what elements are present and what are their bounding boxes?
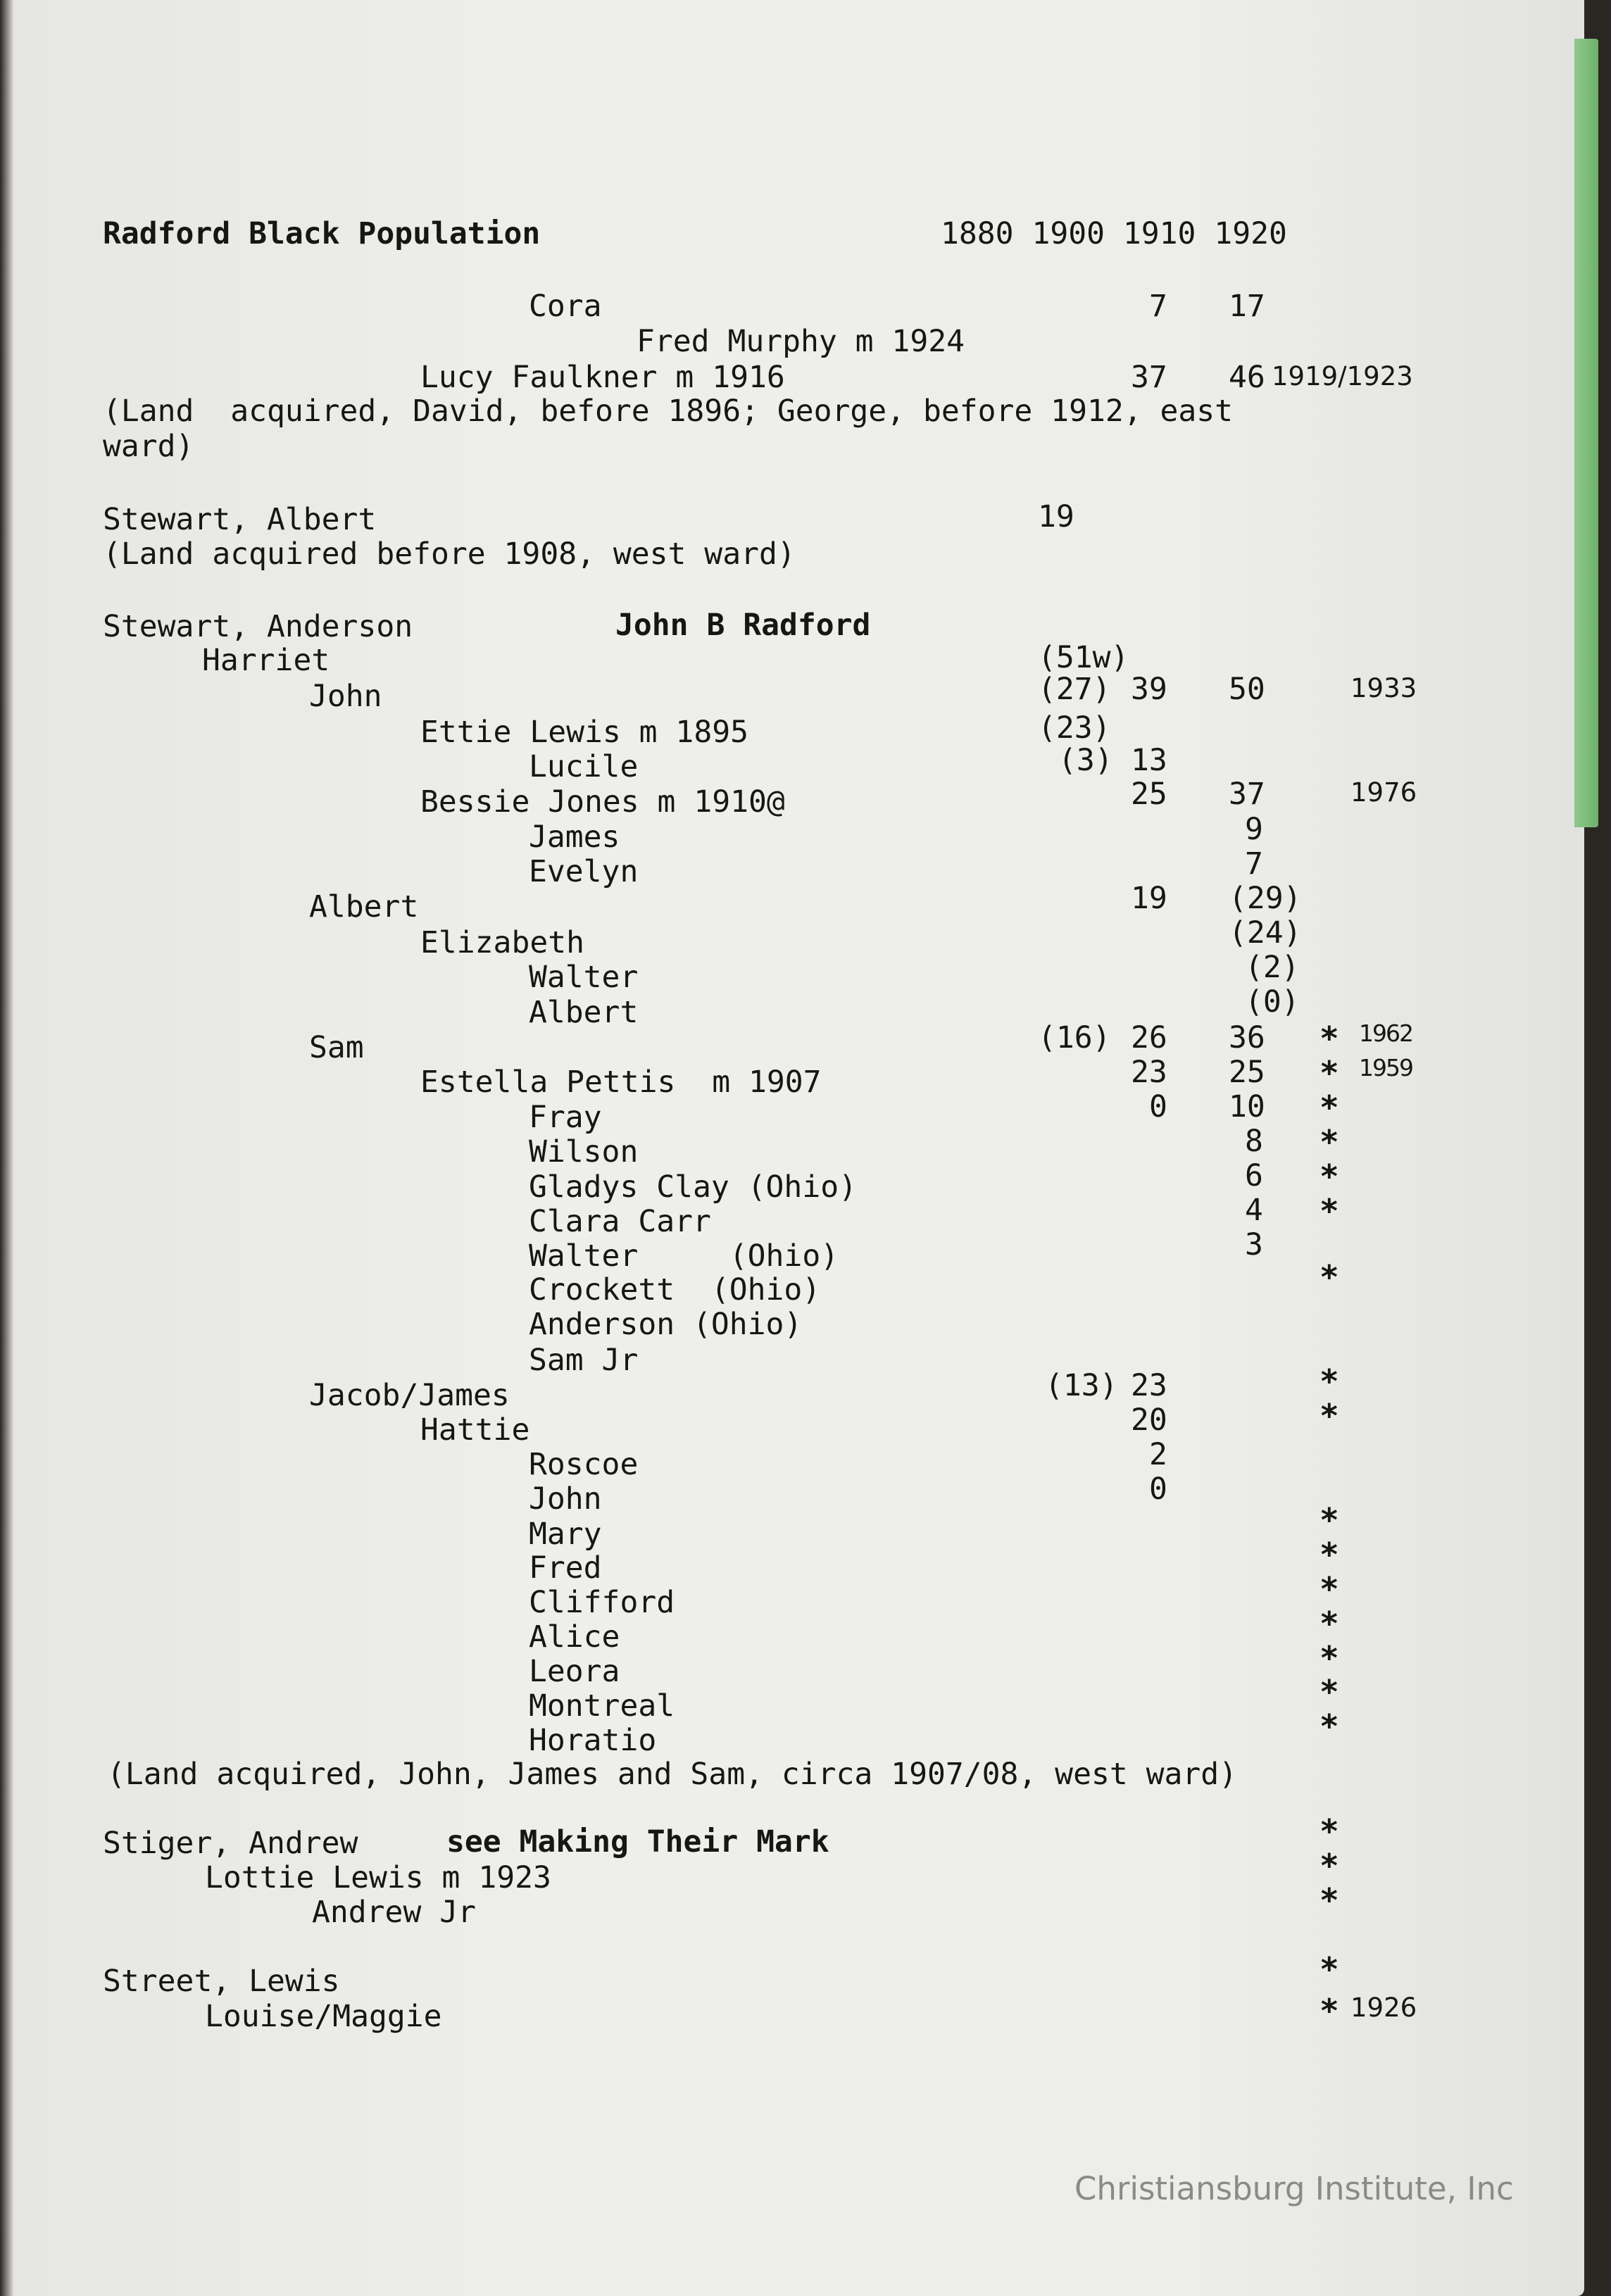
asterisk-mark: * xyxy=(1319,1605,1339,1643)
asterisk-mark: * xyxy=(1319,1992,1339,2030)
entry-fray: Fray xyxy=(529,1100,602,1135)
asterisk-mark: * xyxy=(1319,1501,1339,1539)
entry-evelyn: Evelyn xyxy=(529,854,639,889)
john-1880: (27) xyxy=(1038,672,1111,707)
elizabeth-1910: (24) xyxy=(1229,915,1302,951)
entry-ettie-lewis: Ettie Lewis m 1895 xyxy=(420,715,748,750)
estella-1910: 25 xyxy=(1229,1055,1265,1090)
entry-harriet: Harriet xyxy=(202,643,330,678)
entry-jacob-james: Jacob/James xyxy=(309,1378,510,1413)
lucile-1880: (3) xyxy=(1058,743,1113,778)
stewart-albert-1900: 19 xyxy=(1038,499,1074,534)
bessie-1910: 37 xyxy=(1229,777,1265,812)
entry-anderson: Anderson (Ohio) xyxy=(529,1307,803,1342)
entry-fred-murphy: Fred Murphy m 1924 xyxy=(637,324,965,359)
entry-john-jr: John xyxy=(529,1481,602,1517)
sam-1910: 36 xyxy=(1229,1020,1265,1055)
asterisk-mark: * xyxy=(1319,1020,1339,1058)
green-folder-edge xyxy=(1574,39,1598,827)
entry-stewart-albert: Stewart, Albert xyxy=(103,502,377,537)
roscoe-1900: 2 xyxy=(1149,1437,1167,1472)
entry-walter: Walter xyxy=(529,960,639,995)
asterisk-mark: * xyxy=(1319,1123,1339,1161)
page-shadow xyxy=(0,0,14,2296)
walter-1910: (2) xyxy=(1245,950,1300,985)
entry-walter-ohio: Walter (Ohio) xyxy=(529,1238,839,1274)
land-note-murphy: (Land acquired, David, before 1896; George, before 1912, east xyxy=(103,394,1234,429)
fray-1900: 0 xyxy=(1149,1089,1167,1124)
lucy-1910: 37 xyxy=(1131,360,1167,395)
entry-roscoe: Roscoe xyxy=(529,1447,639,1482)
land-note-stewart-albert: (Land acquired before 1908, west ward) xyxy=(103,537,796,572)
entry-andrew-jr: Andrew Jr xyxy=(312,1895,476,1930)
entry-sam: Sam xyxy=(309,1030,364,1065)
entry-sam-jr: Sam Jr xyxy=(529,1343,639,1378)
john-date: 1933 xyxy=(1350,673,1417,703)
entry-lucile: Lucile xyxy=(529,749,639,784)
lucy-1920: 46 xyxy=(1229,360,1265,395)
walter-ohio-1910: 3 xyxy=(1245,1227,1263,1262)
asterisk-mark: * xyxy=(1319,1570,1339,1608)
entry-estella-pettis: Estella Pettis m 1907 xyxy=(420,1065,822,1100)
entry-lucy-faulkner: Lucy Faulkner m 1916 xyxy=(420,360,785,395)
cora-1910: 7 xyxy=(1149,289,1167,324)
asterisk-mark: * xyxy=(1319,1192,1339,1230)
entry-albert: Albert xyxy=(309,889,419,924)
bessie-date: 1976 xyxy=(1350,777,1417,808)
entry-hattie: Hattie xyxy=(420,1412,530,1448)
entry-james: James xyxy=(529,820,620,855)
page-title: Radford Black Population xyxy=(103,216,541,251)
year-columns: 1880 1900 1910 1920 xyxy=(941,216,1287,251)
entry-stiger-andrew: Stiger, Andrew xyxy=(103,1826,358,1861)
asterisk-mark: * xyxy=(1319,1158,1339,1196)
entry-wilson: Wilson xyxy=(529,1134,639,1169)
see-john-b-radford: John B Radford xyxy=(615,608,871,643)
lucile-1900: 13 xyxy=(1131,743,1167,778)
john-jr-1900: 0 xyxy=(1149,1472,1167,1507)
asterisk-mark: * xyxy=(1319,1089,1339,1127)
estella-1900: 23 xyxy=(1131,1055,1167,1090)
asterisk-mark: * xyxy=(1319,1258,1339,1296)
bessie-1900: 25 xyxy=(1131,777,1167,812)
harriet-1880: (51w) xyxy=(1038,640,1129,675)
entry-clara-carr: Clara Carr xyxy=(529,1204,711,1239)
asterisk-mark: * xyxy=(1319,1950,1339,1988)
lucy-dates: 1919/1923 xyxy=(1272,361,1413,391)
evelyn-1910: 7 xyxy=(1245,846,1263,882)
entry-mary: Mary xyxy=(529,1517,602,1552)
asterisk-mark: * xyxy=(1319,1054,1339,1092)
entry-horatio: Horatio xyxy=(529,1723,657,1758)
gladys-1910: 6 xyxy=(1245,1158,1263,1193)
albert-1900: 19 xyxy=(1131,881,1167,916)
john-1910: 50 xyxy=(1229,672,1265,707)
sam-date: 1962 xyxy=(1359,1020,1412,1047)
asterisk-mark: * xyxy=(1319,1397,1339,1435)
albert-1910: (29) xyxy=(1229,881,1302,916)
entry-crockett: Crockett (Ohio) xyxy=(529,1272,821,1307)
jacob-1900: 23 xyxy=(1131,1368,1167,1403)
asterisk-mark: * xyxy=(1319,1673,1339,1711)
cora-1920: 17 xyxy=(1229,289,1265,324)
entry-cora: Cora xyxy=(529,289,602,324)
sam-1880: (16) xyxy=(1038,1020,1111,1055)
asterisk-mark: * xyxy=(1319,1362,1339,1400)
entry-leora: Leora xyxy=(529,1654,620,1689)
entry-stewart-anderson: Stewart, Anderson xyxy=(103,609,413,644)
entry-albert-jr: Albert xyxy=(529,995,639,1030)
entry-elizabeth: Elizabeth xyxy=(420,925,584,960)
asterisk-mark: * xyxy=(1319,1707,1339,1745)
john-1900: 39 xyxy=(1131,672,1167,707)
asterisk-mark: * xyxy=(1319,1881,1339,1919)
entry-bessie-jones: Bessie Jones m 1910@ xyxy=(420,784,785,820)
sam-1900: 26 xyxy=(1131,1020,1167,1055)
entry-gladys-clay: Gladys Clay (Ohio) xyxy=(529,1169,857,1205)
clara-1910: 4 xyxy=(1245,1193,1263,1228)
fray-1910: 10 xyxy=(1229,1089,1265,1124)
entry-fred: Fred xyxy=(529,1550,602,1586)
asterisk-mark: * xyxy=(1319,1639,1339,1677)
james-1910: 9 xyxy=(1245,812,1263,847)
entry-louise-maggie: Louise/Maggie xyxy=(205,1999,442,2034)
entry-john: John xyxy=(309,679,382,714)
watermark-text: Christiansburg Institute, Inc xyxy=(1074,2170,1514,2207)
entry-alice: Alice xyxy=(529,1619,620,1655)
ettie-1880: (23) xyxy=(1038,710,1111,746)
asterisk-mark: * xyxy=(1319,1812,1339,1850)
land-note-stewart-anderson: (Land acquired, John, James and Sam, circa 1907/08, west ward) xyxy=(107,1757,1238,1792)
asterisk-mark: * xyxy=(1319,1536,1339,1574)
asterisk-mark: * xyxy=(1319,1847,1339,1885)
jacob-1880: (13) xyxy=(1045,1368,1118,1403)
entry-clifford: Clifford xyxy=(529,1585,675,1620)
louise-date: 1926 xyxy=(1350,1993,1417,2023)
land-note-murphy-cont: ward) xyxy=(103,429,194,464)
entry-street-lewis: Street, Lewis xyxy=(103,1964,340,1999)
albert-jr-1910: (0) xyxy=(1245,984,1300,1020)
estella-date: 1959 xyxy=(1359,1054,1412,1081)
see-making-their-mark: see Making Their Mark xyxy=(446,1824,829,1859)
wilson-1910: 8 xyxy=(1245,1124,1263,1159)
entry-lottie-lewis: Lottie Lewis m 1923 xyxy=(205,1860,551,1895)
entry-montreal: Montreal xyxy=(529,1688,675,1724)
hattie-1900: 20 xyxy=(1131,1403,1167,1438)
